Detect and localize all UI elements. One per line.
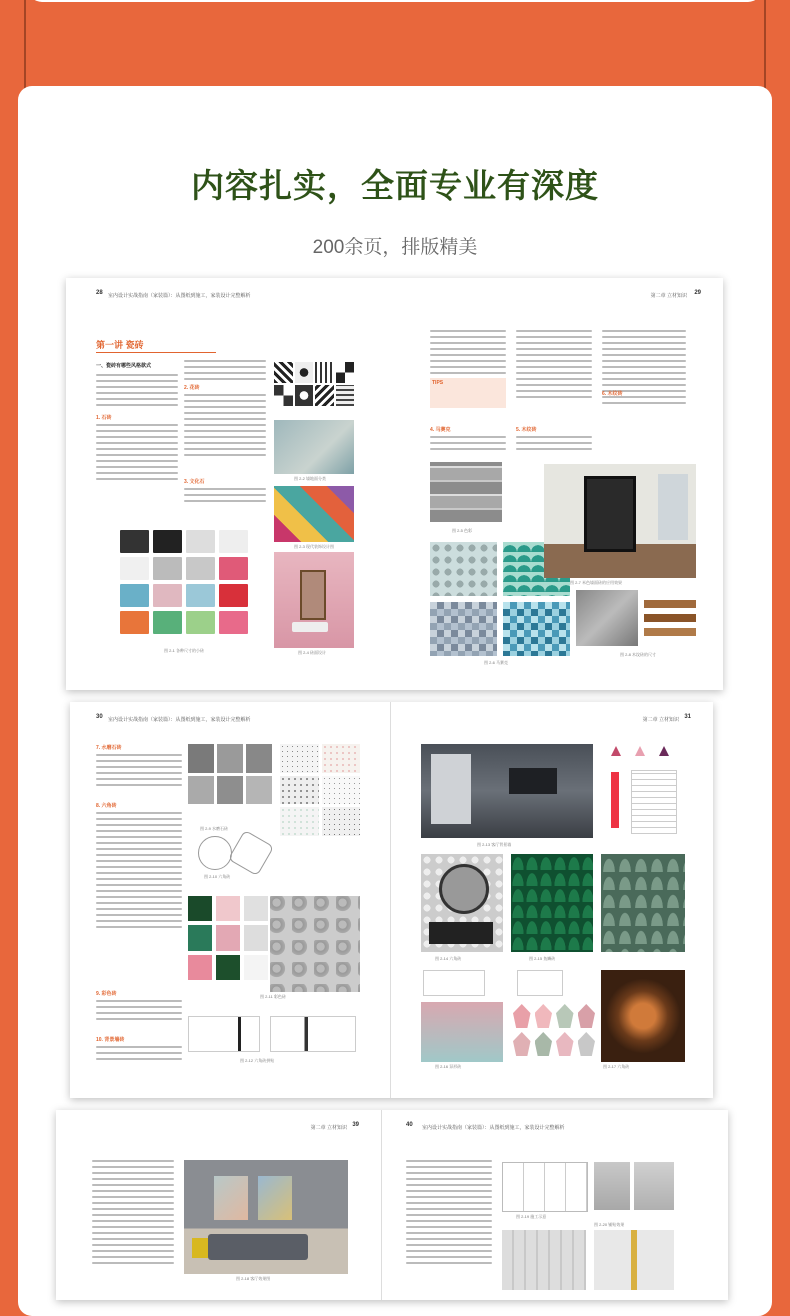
caption: 图 2-13 客厅背景墙 <box>477 842 512 847</box>
running-head: 室内设计实战指南（家装篇）：从图纸到施工，家装设计完整解析 <box>422 1125 565 1131</box>
living-room-photo <box>184 1160 348 1274</box>
fishscale-photo <box>511 854 593 952</box>
caption: 图 2-3 现代装饰设计图 <box>294 544 335 549</box>
wood-strip <box>644 614 696 622</box>
running-head: 第二章 立材知识 <box>650 293 687 299</box>
tile-photo <box>274 486 354 542</box>
book-spread-3 <box>56 1110 728 1300</box>
caption: 图 2-18 客厅效果图 <box>236 1276 271 1281</box>
terrazzo-white <box>280 744 360 836</box>
item-heading: 3. 文化石 <box>184 479 205 485</box>
headline <box>187 160 603 207</box>
top-card <box>28 0 762 2</box>
item-heading: 4. 马赛克 <box>430 427 451 433</box>
living-room-photo <box>421 744 593 838</box>
page-number: 31 <box>684 714 691 720</box>
item-heading: 2. 花砖 <box>184 385 200 391</box>
drawing <box>270 1016 356 1052</box>
running-head: 第二章 立材知识 <box>310 1125 347 1131</box>
page-number: 40 <box>406 1122 413 1128</box>
caption: 图 2-14 六角砖 <box>435 956 462 961</box>
wall-photo <box>601 970 685 1062</box>
page-number: 39 <box>352 1122 359 1128</box>
frame-line-right <box>764 0 766 92</box>
caption: 图 2-1 各种尺寸的小砖 <box>164 648 205 653</box>
spread-2-right-page <box>395 702 713 1098</box>
subtitle: 200余页，排版精美 <box>312 237 478 258</box>
spread-3-right-page <box>384 1110 728 1300</box>
hexagon-diagram <box>228 830 274 876</box>
item-heading: 7. 水磨石砖 <box>96 745 122 751</box>
tile-photo <box>576 590 638 646</box>
hexagon-photo <box>421 854 503 952</box>
book-spread-1 <box>66 278 723 690</box>
hexagon-pattern-diagram <box>601 746 685 836</box>
tile-photo <box>502 1230 586 1290</box>
page-number: 29 <box>694 290 701 296</box>
running-head: 室内设计实战指南（家装篇）：从图纸到施工，家装设计完整解析 <box>108 293 251 299</box>
caption: 图 2-5 色彩 <box>452 528 473 533</box>
item-heading: 8. 六角砖 <box>96 803 117 809</box>
running-head: 室内设计实战指南（家装篇）：从图纸到施工，家装设计完整解析 <box>108 717 251 723</box>
fishscale-photo <box>601 854 685 952</box>
page-number: 28 <box>96 290 103 296</box>
caption: 图 2-15 鱼鳞砖 <box>529 956 556 961</box>
tile-photo <box>634 1162 674 1210</box>
color-tiles <box>188 896 268 980</box>
caption: 图 2-11 彩色砖 <box>260 994 286 999</box>
terrazzo-grey <box>188 744 272 804</box>
spread-2-left-page <box>70 702 391 1098</box>
frame-line-left <box>24 0 26 92</box>
headline-area <box>0 160 790 207</box>
hexagon-diagram <box>198 836 232 870</box>
stone-photo <box>430 462 502 522</box>
item-heading: 5. 木纹砖 <box>516 427 537 433</box>
item-heading: 6. 木纹砖 <box>602 391 623 397</box>
subway-tiles <box>120 530 248 634</box>
caption: 图 2-4 砖面设计 <box>298 650 327 655</box>
caption: 图 2-2 墙地面分类 <box>294 476 327 481</box>
caption: 图 2-6 马赛克 <box>484 660 509 665</box>
running-head: 第二章 立材知识 <box>642 717 679 723</box>
spread-1-left-page <box>66 278 391 690</box>
drawing <box>423 970 485 996</box>
room-photo <box>544 464 696 578</box>
pattern-tiles <box>274 362 354 406</box>
drawing <box>517 970 563 996</box>
item-heading: 9. 彩色砖 <box>96 991 117 997</box>
pentagon-tiles <box>513 1004 595 1056</box>
section-heading: 一、瓷砖有哪些风格款式 <box>96 363 152 369</box>
headline-text: 内容扎实，全面专业有深度 <box>191 167 599 204</box>
caption: 图 2-7 米色墙面砖的应用效果 <box>570 580 623 585</box>
caption: 图 2-19 施工示意 <box>516 1214 547 1219</box>
caption: 图 2-17 六角砖 <box>603 1064 630 1069</box>
caption: 图 2-8 木纹砖的尺寸 <box>620 652 657 657</box>
tips-label: TIPS <box>432 380 444 386</box>
book-spread-2 <box>70 702 713 1098</box>
drawing <box>188 1016 260 1052</box>
caption: 图 2-9 水磨石砖 <box>200 826 229 831</box>
chapter-title: 第一讲 瓷砖 <box>96 340 144 350</box>
spread-3-left-page <box>56 1110 382 1300</box>
tile-photo <box>594 1162 630 1210</box>
item-heading: 1. 石砖 <box>96 415 112 421</box>
caption: 图 2-20 铺贴效果 <box>594 1222 625 1227</box>
caption: 图 2-16 异形砖 <box>435 1064 462 1069</box>
wood-strip <box>644 600 696 608</box>
spread-1-right-page <box>390 278 723 690</box>
drawing <box>502 1162 588 1212</box>
tile-photo <box>594 1230 674 1290</box>
caption: 图 2-12 六角砖拼贴 <box>240 1058 275 1063</box>
caption: 图 2-10 六角砖 <box>204 874 231 879</box>
tile-photo <box>421 1002 503 1062</box>
page-number: 30 <box>96 714 103 720</box>
item-heading: 10. 背景墙砖 <box>96 1037 125 1043</box>
tile-photo <box>274 420 354 474</box>
wood-strip <box>644 628 696 636</box>
tile-photo <box>274 552 354 648</box>
hexagon-photo <box>270 896 360 992</box>
